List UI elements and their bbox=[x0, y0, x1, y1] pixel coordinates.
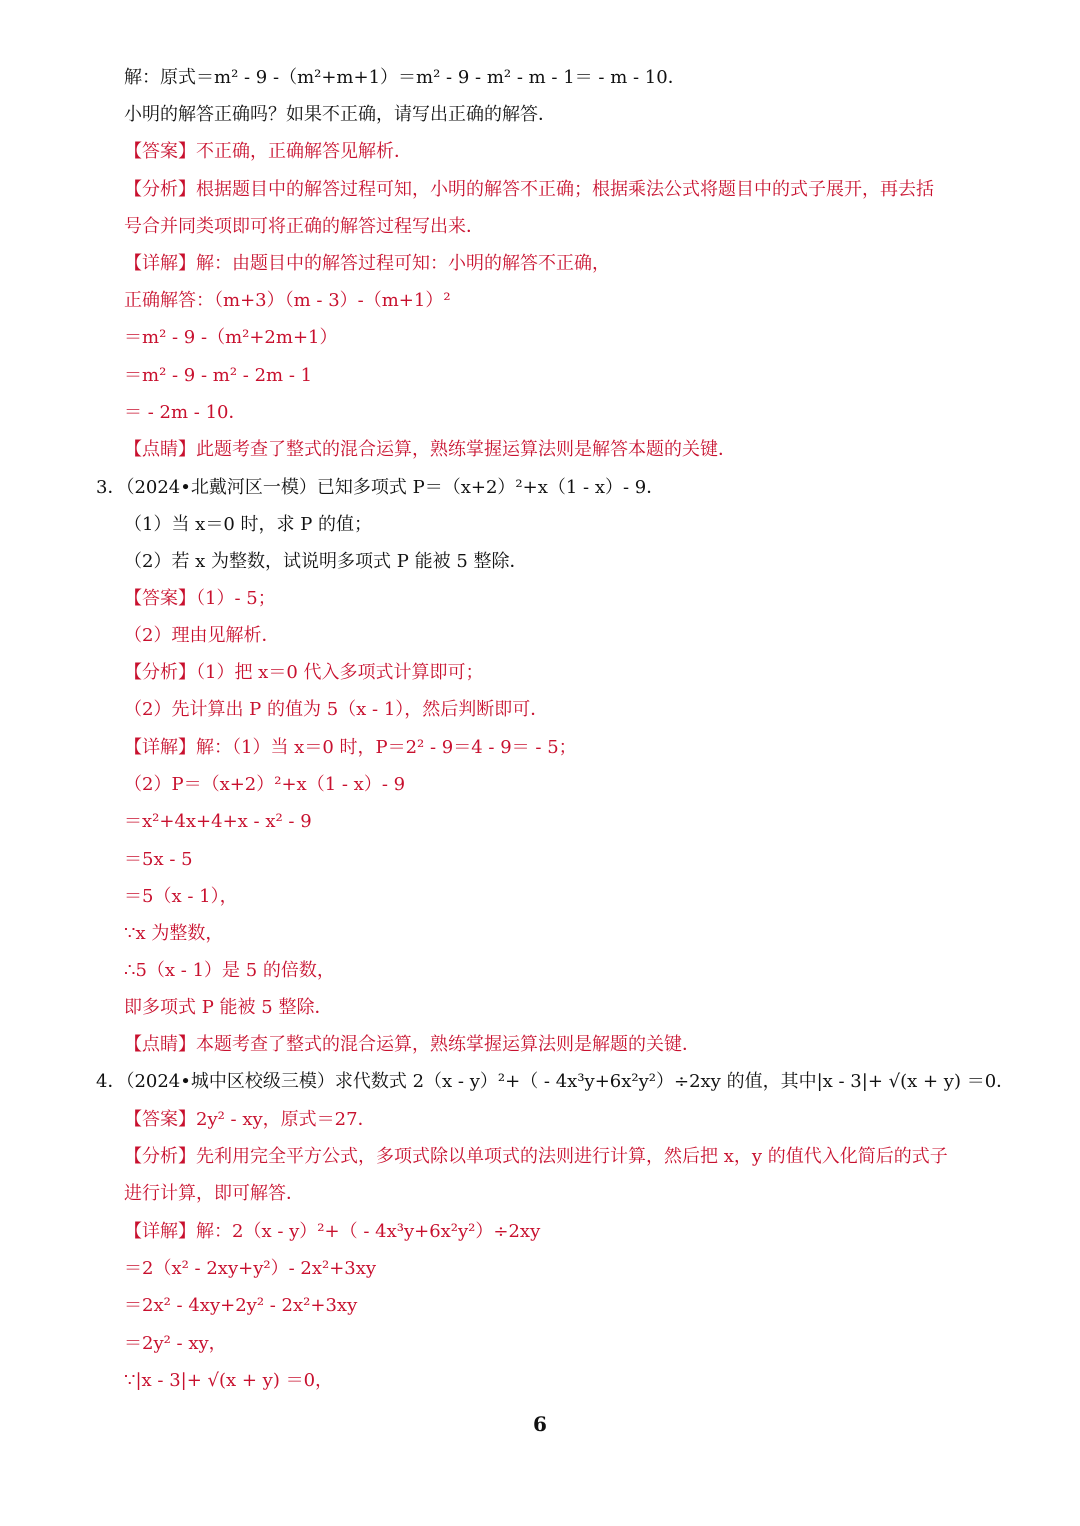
analysis-line-cont: 号合并同类项即可将正确的解答过程写出来． bbox=[124, 216, 484, 237]
detail-step: ＝5x - 5 bbox=[124, 849, 193, 870]
problem-3-part-1: （1）当 x＝0 时，求 P 的值； bbox=[124, 514, 373, 535]
question-line: 小明的解答正确吗？如果不正确，请写出正确的解答． bbox=[124, 104, 556, 125]
detail-step: ＝2（x² - 2xy+y²）- 2x²+3xy bbox=[124, 1258, 377, 1279]
comment-line: 【点睛】本题考查了整式的混合运算，熟练掌握运算法则是解题的关键． bbox=[124, 1034, 700, 1055]
analysis-line: 【分析】先利用完全平方公式，多项式除以单项式的法则进行计算，然后把 x，y 的值代入化简后的式子 bbox=[124, 1146, 948, 1167]
answer-line-cont: （2）理由见解析． bbox=[124, 625, 280, 646]
answer-line: 【答案】2y² - xy，原式＝27． bbox=[124, 1109, 376, 1130]
analysis-line: 【分析】根据题目中的解答过程可知，小明的解答不正确；根据乘法公式将题目中的式子展开，再去括 bbox=[124, 179, 934, 200]
answer-line: 【答案】（1）- 5； bbox=[124, 588, 276, 609]
answer-line: 【答案】不正确，正确解答见解析． bbox=[124, 141, 412, 162]
problem-3-part-2: （2）若 x 为整数，试说明多项式 P 能被 5 整除． bbox=[124, 551, 528, 572]
analysis-line: 【分析】（1）把 x＝0 代入多项式计算即可； bbox=[124, 662, 484, 683]
detail-step: ＝2x² - 4xy+2y² - 2x²+3xy bbox=[124, 1295, 358, 1316]
detail-line: 【详解】解：（1）当 x＝0 时，P＝2² - 9＝4 - 9＝ - 5； bbox=[124, 737, 577, 758]
detail-line: 【详解】解：2（x - y）²+（ - 4x³y+6x²y²）÷2xy bbox=[124, 1221, 541, 1242]
detail-step: ＝2y² - xy， bbox=[124, 1333, 227, 1354]
detail-step: ∵|x - 3|+ √(x + y) ＝0， bbox=[124, 1370, 334, 1391]
page-number: 6 bbox=[533, 1412, 547, 1436]
detail-line: 【详解】解：由题目中的解答过程可知：小明的解答不正确， bbox=[124, 253, 610, 274]
detail-step: ＝5（x - 1）， bbox=[124, 886, 238, 907]
detail-step: ＝m² - 9 -（m²+2m+1） bbox=[124, 327, 338, 348]
detail-step: ∵x 为整数， bbox=[124, 923, 224, 944]
problem-3-title: 3．（2024•北戴河区一模）已知多项式 P＝（x+2）²+x（1 - x）- 9． bbox=[96, 477, 665, 498]
detail-step: ＝x²+4x+4+x - x² - 9 bbox=[124, 811, 312, 832]
detail-step: 即多项式 P 能被 5 整除． bbox=[124, 997, 333, 1018]
detail-step: ＝m² - 9 - m² - 2m - 1 bbox=[124, 365, 313, 386]
analysis-line-cont: （2）先计算出 P 的值为 5（x - 1），然后判断即可． bbox=[124, 699, 549, 720]
analysis-line-cont: 进行计算，即可解答． bbox=[124, 1183, 304, 1204]
detail-step: （2）P＝（x+2）²+x（1 - x）- 9 bbox=[124, 774, 406, 795]
solution-line: 解：原式＝m² - 9 -（m²+m+1）＝m² - 9 - m² - m - 1＝ - m - 10． bbox=[124, 67, 686, 88]
comment-line: 【点睛】此题考查了整式的混合运算，熟练掌握运算法则是解答本题的关键． bbox=[124, 439, 736, 460]
detail-step: ＝ - 2m - 10． bbox=[124, 402, 247, 423]
detail-step: ∴5（x - 1）是 5 的倍数， bbox=[124, 960, 335, 981]
problem-4-title: 4．（2024•城中区校级三模）求代数式 2（x - y）²+（ - 4x³y+6x²y²）÷2xy 的值，其中|x - 3|+ √(x + y) ＝0． bbox=[96, 1071, 1015, 1092]
detail-step: 正确解答：（m+3）（m - 3）-（m+1）² bbox=[124, 290, 451, 311]
